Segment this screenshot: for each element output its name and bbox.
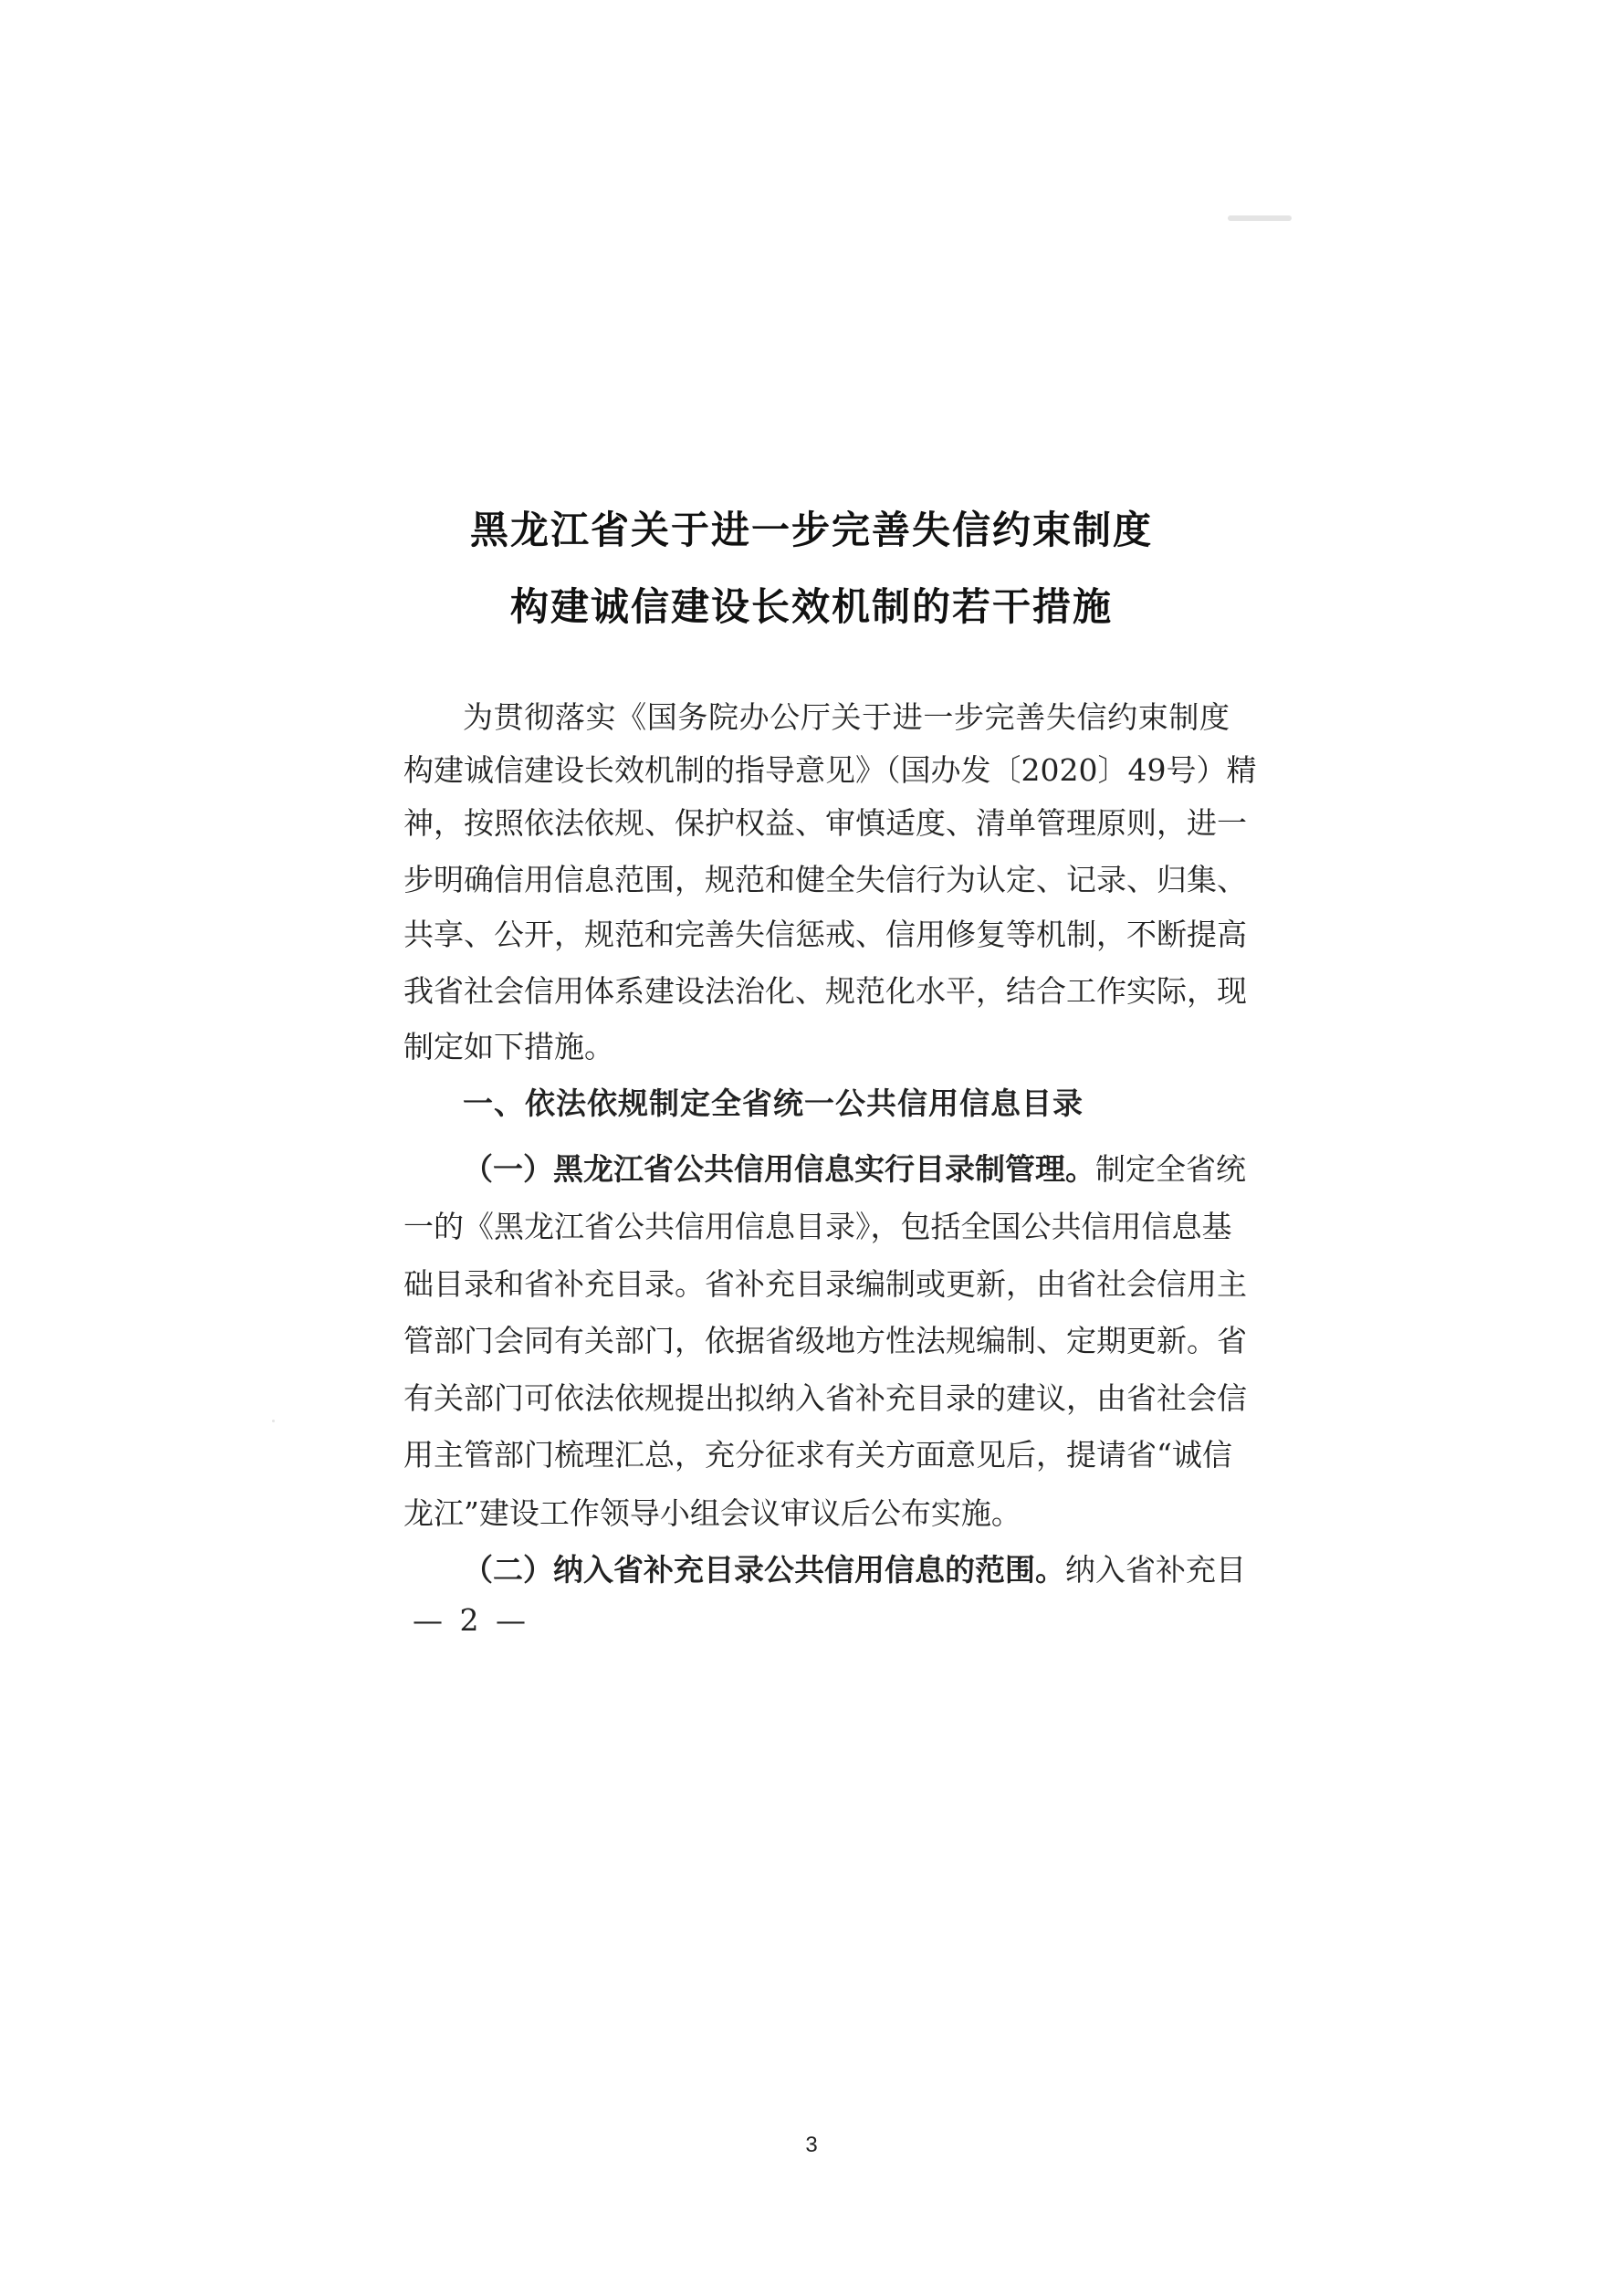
document-title-line-2: 构建诚信建设长效机制的若干措施 xyxy=(509,584,1113,629)
intro-line-5: 共享、公开，规范和完善失信惩戒、信用修复等机制，不断提高 xyxy=(403,917,1247,952)
scan-speck xyxy=(1228,215,1292,221)
item-1-line-2: 一的《黑龙江省公共信用信息目录》，包括全国公共信用信息基 xyxy=(403,1209,1232,1244)
section-1-heading: 一、依法依规制定全省统一公共信用信息目录 xyxy=(463,1085,1084,1121)
document-title-line-1: 黑龙江省关于进一步完善失信约束制度 xyxy=(469,508,1153,552)
intro-line-7: 制定如下措施。 xyxy=(403,1029,614,1064)
intro-line-2: 构建诚信建设长效机制的指导意见》（国办发〔2020〕49号）精 xyxy=(403,752,1257,788)
intro-line-3: 神，按照依法依规、保护权益、审慎适度、清单管理原则，进一 xyxy=(403,805,1247,841)
page-marker: — 2 — xyxy=(413,1602,529,1638)
item-1-line-1 xyxy=(463,1151,1246,1187)
intro-line-1: 为贯彻落实《国务院办公厅关于进一步完善失信约束制度 xyxy=(463,699,1230,735)
item-1-line-7: 龙江”建设工作领导小组会议审议后公布实施。 xyxy=(403,1495,1021,1531)
item-1-first-line-rest: 制定全省统 xyxy=(1095,1151,1246,1187)
item-1-line-6: 用主管部门梳理汇总，充分征求有关方面意见后，提请省“诚信 xyxy=(403,1437,1232,1473)
item-1-label: （一）黑龙江省公共信用信息实行目录制管理。 xyxy=(463,1151,1095,1187)
intro-line-4: 步明确信用信息范围，规范和健全失信行为认定、记录、归集、 xyxy=(403,862,1247,897)
item-1-line-4: 管部门会同有关部门，依据省级地方性法规编制、定期更新。省 xyxy=(403,1323,1247,1358)
item-2-label: （二）纳入省补充目录公共信用信息的范围。 xyxy=(463,1552,1065,1588)
pdf-page-number: 3 xyxy=(805,2133,818,2157)
item-2-first-line-rest: 纳入省补充目 xyxy=(1065,1552,1246,1588)
item-1-line-5: 有关部门可依法依规提出拟纳入省补充目录的建议，由省社会信 xyxy=(403,1380,1247,1416)
intro-line-6: 我省社会信用体系建设法治化、规范化水平，结合工作实际，现 xyxy=(403,973,1247,1009)
item-2-line-1 xyxy=(463,1552,1246,1588)
item-1-line-3: 础目录和省补充目录。省补充目录编制或更新，由省社会信用主 xyxy=(403,1266,1247,1302)
scan-speck xyxy=(272,1420,275,1422)
